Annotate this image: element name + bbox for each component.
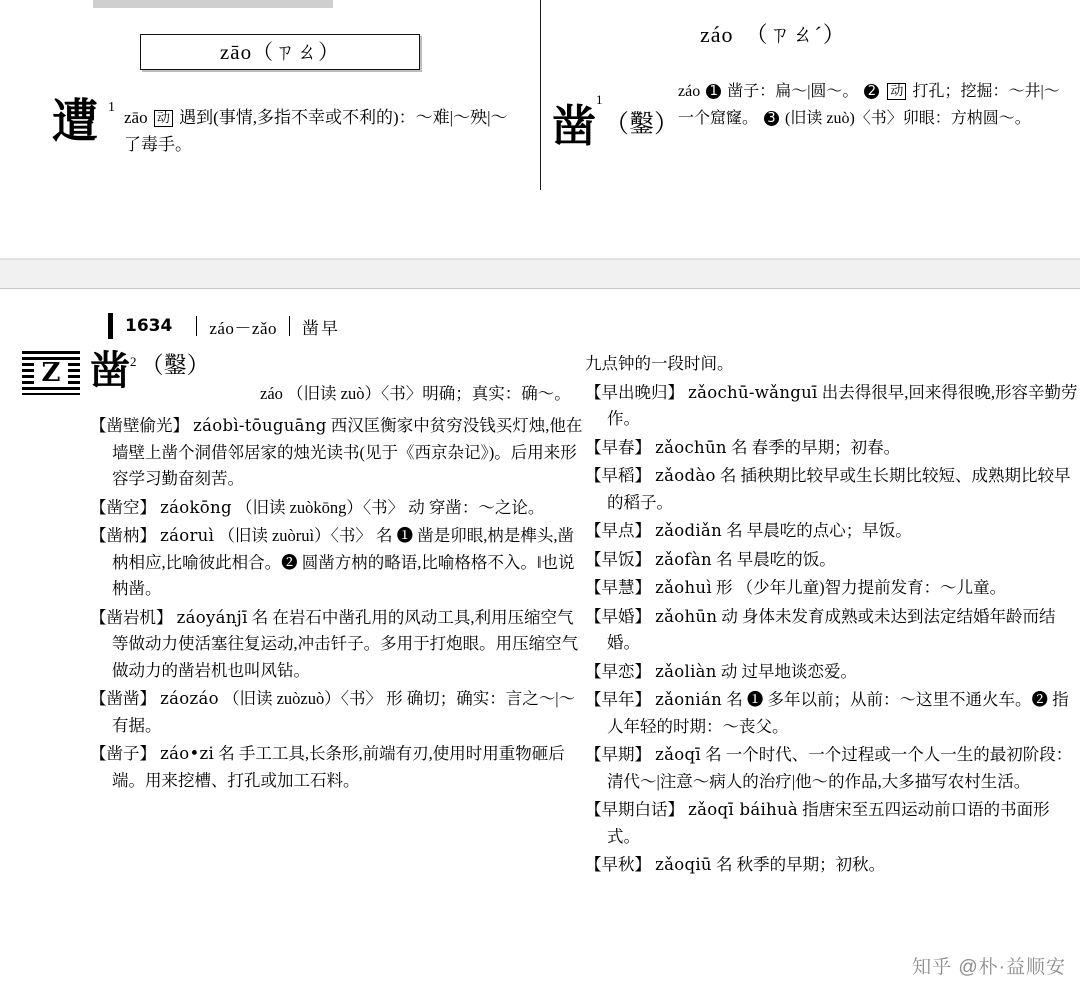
head-entry-pinyin: záo: [260, 384, 283, 403]
continuation-text: 九点钟的一段时间。: [585, 354, 734, 373]
entry-headword: 【凿凿】: [90, 689, 156, 708]
sense-number-1: 1: [706, 84, 721, 99]
entry-text: 名 早晨吃的饭。: [716, 549, 836, 569]
two-column-body: [0, 349, 1080, 879]
headword-zao-chisel-superscript: 1: [596, 92, 603, 107]
entry-pinyin: zǎonián: [655, 690, 723, 709]
list-item: [585, 518, 1080, 545]
entry-pinyin: zǎoqī: [655, 745, 701, 764]
entry-pinyin: zǎoliàn: [655, 661, 717, 681]
entry-headword: 【凿壁偷光】: [90, 416, 189, 435]
running-head-range: záo－zǎo: [209, 318, 278, 338]
entry-text: 名 早晨吃的点心；早饭。: [726, 521, 912, 540]
entry-pinyin: záokōng: [160, 497, 232, 517]
list-item: [585, 604, 1080, 657]
main-page: [0, 289, 1080, 987]
entry-pinyin: záozáo: [160, 689, 219, 708]
list-item: [90, 605, 585, 685]
list-item: [90, 495, 585, 522]
entry-pinyin: zǎoqiū: [655, 855, 712, 874]
entry-text: 形 （少年儿童)智力提前发育：～儿童。: [716, 578, 1007, 597]
list-item: [585, 687, 1080, 740]
entry-headword: 【早期白话】: [585, 800, 684, 819]
entry-zao-chisel-sense3: (旧读 zuò)〈书〉卯眼：方枘圆～。: [785, 110, 1031, 127]
entry-text: （旧读 zuòkōng）〈书〉 动 穿凿：～之论。: [235, 497, 545, 517]
entry-zao1-pinyin: zāo: [124, 108, 148, 127]
entry-zao-chisel-pinyin: záo: [678, 83, 701, 100]
entry-headword: 【早慧】: [585, 578, 651, 597]
list-item: [90, 523, 585, 603]
entry-pinyin: zǎochūn: [655, 437, 727, 457]
entry-headword: 【早期】: [585, 745, 651, 764]
head-entry-character: 凿: [90, 347, 130, 394]
entry-text: 出去得很早,回来得很晚,形容辛勤劳作。: [607, 382, 1078, 428]
entry-headword: 【早年】: [585, 690, 651, 709]
list-item: [585, 797, 1080, 850]
list-item: [90, 686, 585, 739]
running-head: [108, 313, 340, 339]
running-head-chars: 凿早: [302, 318, 341, 338]
entry-headword: 【凿岩机】: [90, 607, 173, 627]
list-item: [585, 659, 1080, 686]
entry-headword: 【早春】: [585, 437, 651, 457]
headword-zao-chisel: 凿: [552, 101, 596, 152]
entry-zao-chisel-sense1: 凿子：扁～|圆～。: [727, 83, 859, 100]
entry-zao-chisel-sense2: 打孔；挖掘：～井|～一个窟窿。: [678, 83, 1060, 127]
entry-pinyin: zǎochū-wǎnguī: [688, 382, 818, 402]
entry-headword: 【凿枘】: [90, 526, 156, 545]
running-head-divider-1: [196, 316, 197, 336]
entry-pinyin: zǎodào: [655, 466, 716, 485]
entry-zao1-body: [124, 104, 514, 158]
entry-headword: 【早秋】: [585, 855, 651, 874]
top-right-column: [540, 0, 1080, 258]
list-item: [585, 380, 1080, 433]
entry-text: 名 在岩石中凿孔用的风动工具,利用压缩空气等做动力使活塞往复运动,冲击钎子。多用于打炮眼。用压缩空气做动力的凿岩机也叫风钻。: [112, 607, 579, 680]
entry-text: 名 秋季的早期；初秋。: [715, 855, 886, 874]
entry-pinyin: záobì-tōuguāng: [193, 416, 327, 435]
entry-text: 指唐宋至五四运动前口语的书面形式。: [607, 800, 1050, 846]
headword-zao-chisel-variant: （鑿）: [604, 109, 680, 138]
thumb-index-letter: Z: [34, 360, 69, 386]
list-item: [585, 435, 1080, 462]
pinyin-heading-zao: záo （ㄗㄠˊ）: [700, 22, 846, 47]
entry-text: 名 ❶ 多年以前；从前：～这里不通火车。❷ 指人年轻的时期：～丧父。: [607, 690, 1069, 736]
head-entry-zao2: [90, 349, 585, 411]
entry-pinyin: zǎohuì: [655, 578, 712, 597]
entry-headword: 【早饭】: [585, 549, 651, 569]
left-column: [90, 349, 585, 879]
sense-number-2: 2: [864, 84, 879, 99]
entry-text: 名 插秧期比较早或生长期比较短、成熟期比较早的稻子。: [607, 466, 1071, 512]
head-entry-gloss: [260, 381, 585, 407]
list-item: [585, 547, 1080, 574]
entry-zao1-definition: 遇到(事情,多指不幸或不利的)：～难|～殃|～了毒手。: [124, 108, 508, 154]
head-entry-variant: （鑿）: [140, 352, 210, 379]
entry-pinyin: zǎoqī báihuà: [688, 800, 799, 819]
page-number: 1634: [125, 316, 173, 336]
list-item: [585, 463, 1080, 516]
pos-label-2: 动: [887, 83, 906, 100]
head-entry-definition: （旧读 zuò）〈书〉明确；真实：确～。: [287, 384, 571, 403]
headword-zao1-superscript: 1: [108, 100, 115, 115]
top-left-column: [0, 0, 540, 258]
entry-headword: 【早恋】: [585, 661, 651, 681]
entry-headword: 【早婚】: [585, 606, 651, 626]
list-item: [585, 742, 1080, 795]
sense-number-3: 3: [764, 111, 779, 126]
list-item: [585, 575, 1080, 602]
entry-text: 名 手工工具,长条形,前端有刃,使用时用重物砸后端。用来挖槽、打孔或加工石料。: [112, 744, 565, 790]
entry-text: （旧读 zuòruì）〈书〉 名 ❶ 凿是卯眼,枘是榫头,凿枘相应,比喻彼此相合。❷ 圆凿方枘的略语,比喻格格不入。‖也说枘凿。: [112, 526, 575, 598]
entry-zao-chisel-body: [678, 78, 1066, 132]
running-head-divider-2: [289, 316, 290, 336]
entry-pinyin: zǎodiǎn: [655, 521, 722, 540]
entry-pinyin: zǎohūn: [655, 606, 718, 626]
entry-text: （旧读 zuòzuò）〈书〉 形 确切；确实：言之～|～有据。: [112, 689, 576, 735]
entry-text: 西汉匡衡家中贫穷没钱买灯烛,他在墙壁上凿个洞借邻居家的烛光读书(见于《西京杂记》)。后用来形容学习勤奋刻苦。: [112, 416, 583, 488]
entry-text: 名 一个时代、一个过程或一个人一生的最初阶段：清代～|注意～病人的治疗|他～的作品,大多描写农村生活。: [607, 745, 1073, 791]
entry-text: 动 过早地谈恋爱。: [720, 661, 857, 681]
head-entry-superscript: 2: [130, 354, 137, 369]
list-item: [90, 413, 585, 493]
previous-page-fragment: [0, 0, 1080, 259]
entry-headword: 【早出晚归】: [585, 382, 684, 402]
entry-pinyin: záoyánjī: [176, 607, 248, 627]
entry-pinyin: záoruì: [160, 526, 215, 545]
entry-pinyin: záo•zi: [160, 744, 215, 763]
entry-pinyin: zǎofàn: [655, 549, 712, 569]
pos-label: 动: [154, 110, 173, 127]
entry-headword: 【凿空】: [90, 497, 156, 517]
entry-text: 动 身体未发育成熟或未达到法定结婚年龄而结婚。: [607, 606, 1056, 652]
watermark: 知乎 @朴·益顺安: [912, 957, 1066, 978]
right-column: [585, 349, 1080, 879]
headword-zao1: 遭: [52, 94, 98, 148]
entry-headword: 【凿子】: [90, 744, 156, 763]
page-gap-band: [0, 259, 1080, 289]
list-item: [90, 741, 585, 794]
entry-headword: 【早稻】: [585, 466, 651, 485]
list-item: [585, 852, 1080, 879]
entry-text: 名 春季的早期；初春。: [730, 437, 901, 457]
entry-headword: 【早点】: [585, 521, 651, 540]
pinyin-header-box: zāo（ㄗㄠ）: [140, 34, 420, 70]
